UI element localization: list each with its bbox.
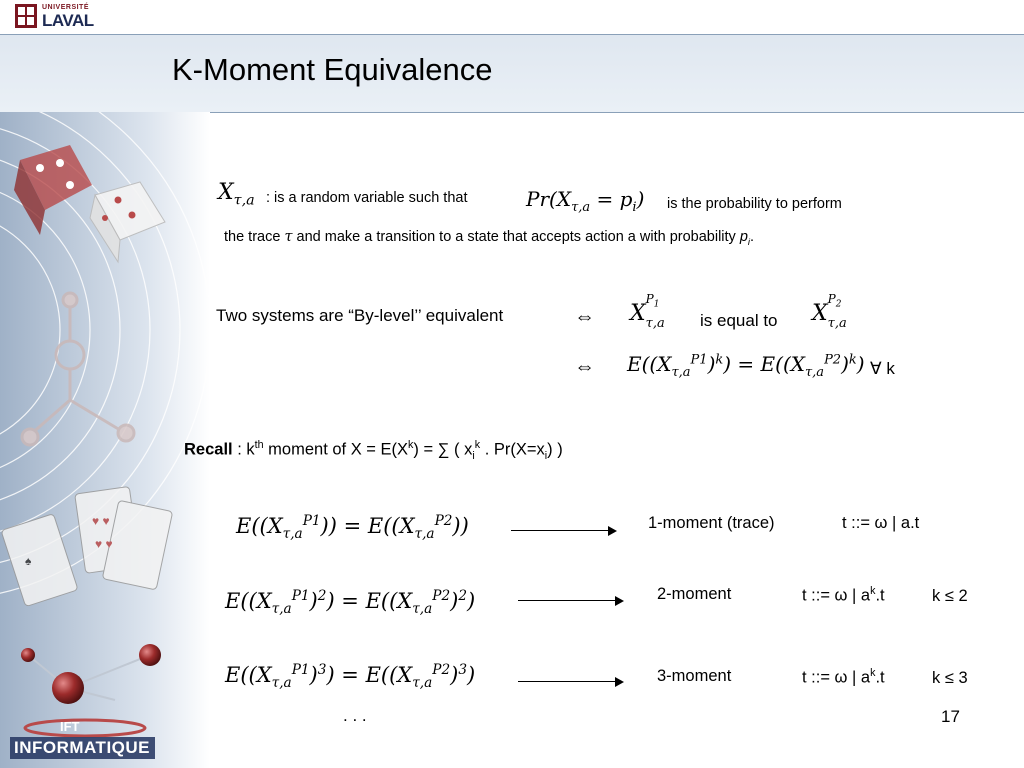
math-2-moment: $E((X_{\tau,a}^{P1})^2) = E((X_{\tau,a}^{P2})^2)$ (225, 588, 476, 618)
recall-part-4: ( x (449, 440, 473, 459)
moment-2-grammar-sup: k (870, 585, 876, 597)
recall-line (184, 439, 563, 462)
math-probability: $Pr(X_{\tau,a} = p_i)$ (526, 187, 645, 215)
recall-part-3: ) = (413, 440, 438, 459)
math-kth-moment-equality: $E((X_{\tau,a}^{P1})^k) = E((X_{\tau,a}^{P2})^k)$ (627, 352, 865, 380)
moment-3-constraint: k ≤ 3 (932, 669, 968, 687)
moment-2-constraint: k ≤ 2 (932, 587, 968, 605)
logo-name-text: LAVAL (42, 11, 94, 30)
page-number: 17 (941, 707, 960, 726)
moment-1-grammar: t ::= ω | a.t (842, 514, 920, 532)
university-logo (14, 2, 104, 32)
title-band (0, 34, 1024, 113)
slide-title: K-Moment Equivalence (172, 52, 493, 87)
moment-2-grammar-post: .t (875, 586, 885, 605)
math-1-moment: $E((X_{\tau,a}^{P1})) = E((X_{\tau,a}^{P2}))$ (236, 513, 469, 543)
iff-symbol-2: ⇔ (574, 355, 595, 378)
moment-2-grammar-pre: t ::= ω | a (802, 586, 871, 605)
arrow-2 (518, 600, 622, 601)
logo-university-text: UNIVERSITÉ (42, 4, 90, 11)
moment-3-grammar (802, 667, 885, 688)
equivalence-lead: Two systems are “By-level’’ equivalent (216, 306, 504, 325)
iff-symbol-1: ⇔ (574, 305, 595, 328)
definition-line1: : is a random variable such that (266, 190, 468, 206)
recall-i-sub: i (472, 449, 475, 462)
moment-3-label: 3-moment (657, 667, 732, 685)
sum-symbol: ∑ (437, 440, 450, 459)
svg-text:♠: ♠ (25, 554, 32, 568)
p-symbol: p (739, 229, 748, 245)
definition-line2-prefix: the trace (224, 229, 285, 245)
recall-part-2: moment of X = E(X (263, 440, 409, 459)
definition-line2-end: . (750, 229, 755, 245)
moment-3-grammar-sup: k (870, 667, 876, 679)
moment-1-label: 1-moment (trace) (648, 514, 775, 532)
moment-2-grammar (802, 585, 885, 606)
tau-symbol: τ (284, 229, 293, 245)
math-x-tau-a: $X_{\tau,a}$ (218, 180, 255, 209)
recall-part-5: . Pr(X=x (480, 440, 545, 459)
svg-text:♥ ♥: ♥ ♥ (92, 514, 110, 528)
recall-part-1: : k (232, 440, 255, 459)
svg-text:♥ ♥: ♥ ♥ (95, 537, 113, 551)
moment-2-label: 2-moment (657, 585, 732, 603)
forall-k: ∀ k (870, 359, 895, 378)
definition-line2 (224, 229, 754, 247)
definition-line2-mid: and make a transition to a state that accepts action a with probability (292, 229, 740, 245)
math-3-moment: $E((X_{\tau,a}^{P1})^3) = E((X_{\tau,a}^{P2})^3)$ (225, 662, 476, 692)
ellipsis: . . . (343, 706, 367, 725)
recall-i-sub-2: i (544, 449, 548, 462)
ift-logo-text: IFT (60, 719, 80, 734)
is-equal-to-text: is equal to (700, 311, 778, 330)
recall-k-sup-2: k (474, 439, 481, 451)
definition-line1-tail: is the probability to perform (667, 196, 842, 212)
recall-k-sup: k (408, 439, 414, 451)
recall-bold: Recall (184, 440, 233, 459)
recall-part-6: ) ) (547, 440, 563, 459)
moment-3-grammar-pre: t ::= ω | a (802, 668, 871, 687)
informatique-logo-text: INFORMATIQUE (14, 738, 151, 757)
arrow-1 (511, 530, 615, 531)
p-subscript: i (747, 235, 750, 247)
moment-3-grammar-post: .t (875, 668, 885, 687)
university-crest-icon (14, 2, 38, 30)
math-x-p2: X $P_2$ τ,a (812, 292, 847, 331)
decorative-sidebar (0, 112, 210, 768)
arrow-3 (518, 681, 622, 682)
top-bar (0, 0, 1024, 34)
recall-th-sup: th (254, 439, 264, 451)
math-x-p1: X $P_1$ τ,a (630, 292, 665, 331)
